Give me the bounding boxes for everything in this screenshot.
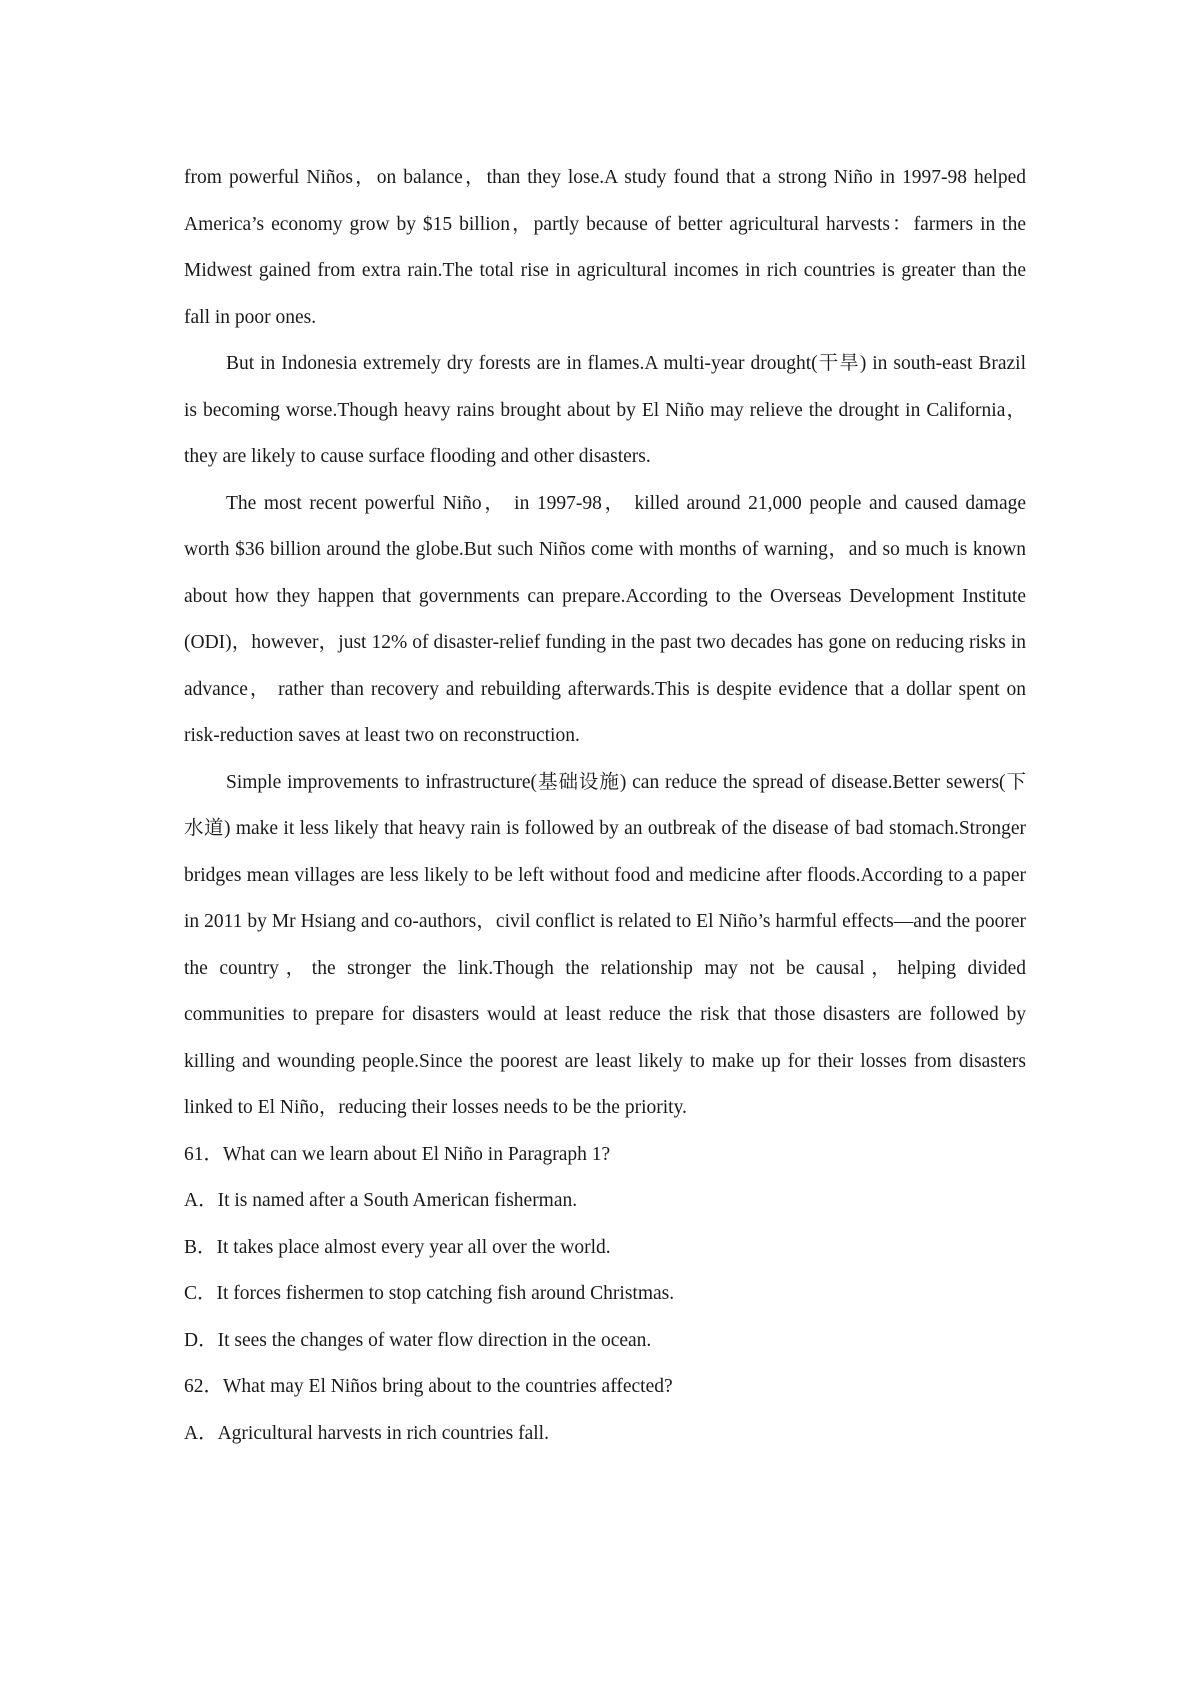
exam-page [184, 155, 1026, 1457]
question-61 [184, 1132, 1026, 1365]
option-c[interactable]: C．It forces fishermen to stop catching fish around Christmas. [184, 1283, 675, 1304]
question-stem: 62．What may El Niños bring about to the countries affected? [184, 1376, 673, 1397]
question-62 [184, 1364, 1026, 1457]
passage-paragraph-2: But in Indonesia extremely dry forests are in flames.A multi-year drought(干旱) in south-east Brazil is becoming worse.Though heavy rains brought about by El Niño may relieve the drought in California，they are likely to cause surface flooding and other disasters. [184, 353, 1026, 467]
passage-paragraph-4: Simple improvements to infrastructure(基础设施) can reduce the spread of disease.Better sewers(下水道) make it less likely that heavy rain is followed by an outbreak of the disease of bad stomach.Stronger bridges mean villages are less likely to be left without food and medicine after floods.According to a paper in 2011 by Mr Hsiang and co-authors，civil conflict is related to El Niño’s harmful effects—and the poorer the country，the stronger the link.Though the relationship may not be causal，helping divided communities to prepare for disasters would at least reduce the risk that those disasters are followed by killing and wounding people.Since the poorest are least likely to make up for their losses from disasters linked to El Niño，reducing their losses needs to be the priority. [184, 771, 1026, 1118]
question-list [184, 1132, 1026, 1458]
question-stem: 61．What can we learn about El Niño in Paragraph 1? [184, 1143, 611, 1165]
reading-passage [184, 155, 1026, 1132]
passage-paragraph-3: The most recent powerful Niño， in 1997-98， killed around 21,000 people and caused damage worth $36 billion around the globe.But such Niños come with months of warning，and so much is known about how they happen that governments can prepare.According to the Overseas Development Institute (ODI)，however，just 12% of disaster-relief funding in the past two decades has gone on reducing risks in advance， rather than recovery and rebuilding afterwards.This is despite evidence that a dollar spent on risk-reduction saves at least two on reconstruction. [184, 492, 1026, 746]
option-a[interactable]: A．Agricultural harvests in rich countries fall. [184, 1422, 549, 1444]
passage-paragraph-1: from powerful Niños，on balance，than they lose.A study found that a strong Niño in 1997-98 helped America’s economy grow by $15 billion，partly because of better agricultural harvests：farmers in the Midwest gained from extra rain.The total rise in agricultural incomes in rich countries is greater than the fall in poor ones. [184, 167, 1026, 328]
option-b[interactable]: B．It takes place almost every year all over the world. [184, 1236, 611, 1258]
option-d[interactable]: D．It sees the changes of water flow direction in the ocean. [184, 1329, 652, 1351]
option-a[interactable]: A．It is named after a South American fisherman. [184, 1190, 578, 1211]
